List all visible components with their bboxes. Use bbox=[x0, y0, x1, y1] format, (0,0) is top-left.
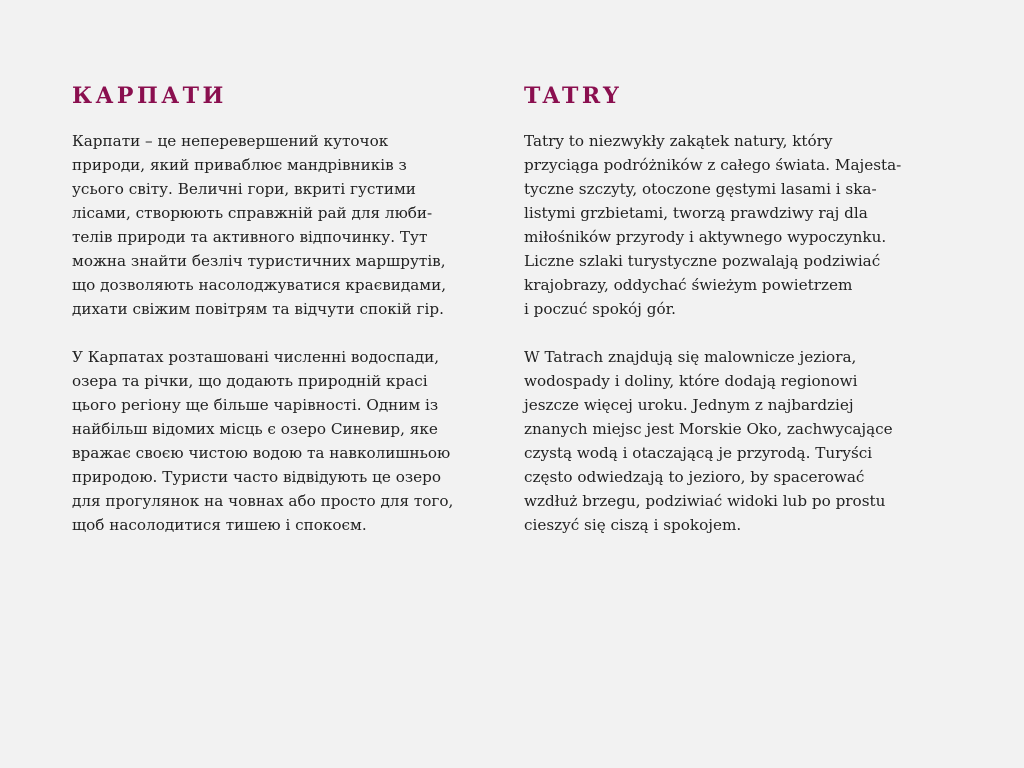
text-line: wodospady i doliny, które dodają regionowi bbox=[524, 372, 858, 390]
text-line: czystą wodą i otaczającą je przyrodą. Turyści bbox=[524, 444, 873, 462]
text-line: listymi grzbietami, tworzą prawdziwy raj dla bbox=[524, 204, 868, 222]
text-line: często odwiedzają to jezioro, by spacerować bbox=[524, 468, 865, 486]
paragraph-karpaty-intro bbox=[72, 129, 512, 321]
text-line: цього регіону ще більше чарівності. Одним із bbox=[72, 396, 439, 414]
text-line: Liczne szlaki turystyczne pozwalają podziwiać bbox=[524, 252, 881, 270]
text-line: природою. Туристи часто відвідують це озеро bbox=[72, 468, 441, 486]
text-line: лісами, створюють справжній рай для люби- bbox=[72, 204, 433, 222]
text-line: Карпати – це неперевершений куточок bbox=[72, 132, 389, 150]
text-line: можна знайти безліч туристичних маршрутів, bbox=[72, 252, 446, 270]
text-line: cieszyć się ciszą i spokojem. bbox=[524, 516, 742, 534]
text-line: jeszcze więcej uroku. Jednym z najbardziej bbox=[524, 396, 854, 414]
paragraph-tatry-intro bbox=[524, 129, 964, 321]
paragraph-tatry-lakes bbox=[524, 345, 964, 537]
text-line: природи, який приваблює мандрівників з bbox=[72, 156, 407, 174]
text-line: i poczuć spokój gór. bbox=[524, 300, 676, 318]
text-line: найбільш відомих місць є озеро Синевир, яке bbox=[72, 420, 438, 438]
text-line: krajobrazy, oddychać świeżym powietrzem bbox=[524, 276, 853, 294]
heading-tatry: TATRY bbox=[524, 83, 623, 109]
text-line: Tatry to niezwykły zakątek natury, który bbox=[524, 132, 833, 150]
text-line: для прогулянок на човнах або просто для того, bbox=[72, 492, 454, 510]
text-line: miłośników przyrody i aktywnego wypoczynku. bbox=[524, 228, 887, 246]
text-line: У Карпатах розташовані численні водоспади, bbox=[72, 348, 440, 366]
column-ukrainian bbox=[72, 82, 512, 537]
text-line: озера та річки, що додають природній красі bbox=[72, 372, 428, 390]
text-line: znanych miejsc jest Morskie Oko, zachwycające bbox=[524, 420, 893, 438]
text-line: przyciąga podróżników z całego świata. Majesta- bbox=[524, 156, 902, 174]
text-line: вражає своєю чистою водою та навколишньою bbox=[72, 444, 451, 462]
paragraph-karpaty-waters bbox=[72, 345, 512, 537]
text-line: wzdłuż brzegu, podziwiać widoki lub po prostu bbox=[524, 492, 886, 510]
text-line: W Tatrach znajdują się malownicze jeziora, bbox=[524, 348, 857, 366]
text-line: усього світу. Величні гори, вкриті густими bbox=[72, 180, 416, 198]
text-line: що дозволяють насолоджуватися краєвидами, bbox=[72, 276, 447, 294]
text-line: дихати свіжим повітрям та відчути спокій гір. bbox=[72, 300, 444, 318]
heading-karpaty: КАРПАТИ bbox=[72, 83, 227, 109]
text-line: щоб насолодитися тишею і спокоєм. bbox=[72, 516, 367, 534]
text-line: телів природи та активного відпочинку. Тут bbox=[72, 228, 428, 246]
column-polish bbox=[524, 82, 964, 537]
text-line: tyczne szczyty, otoczone gęstymi lasami i ska- bbox=[524, 180, 877, 198]
